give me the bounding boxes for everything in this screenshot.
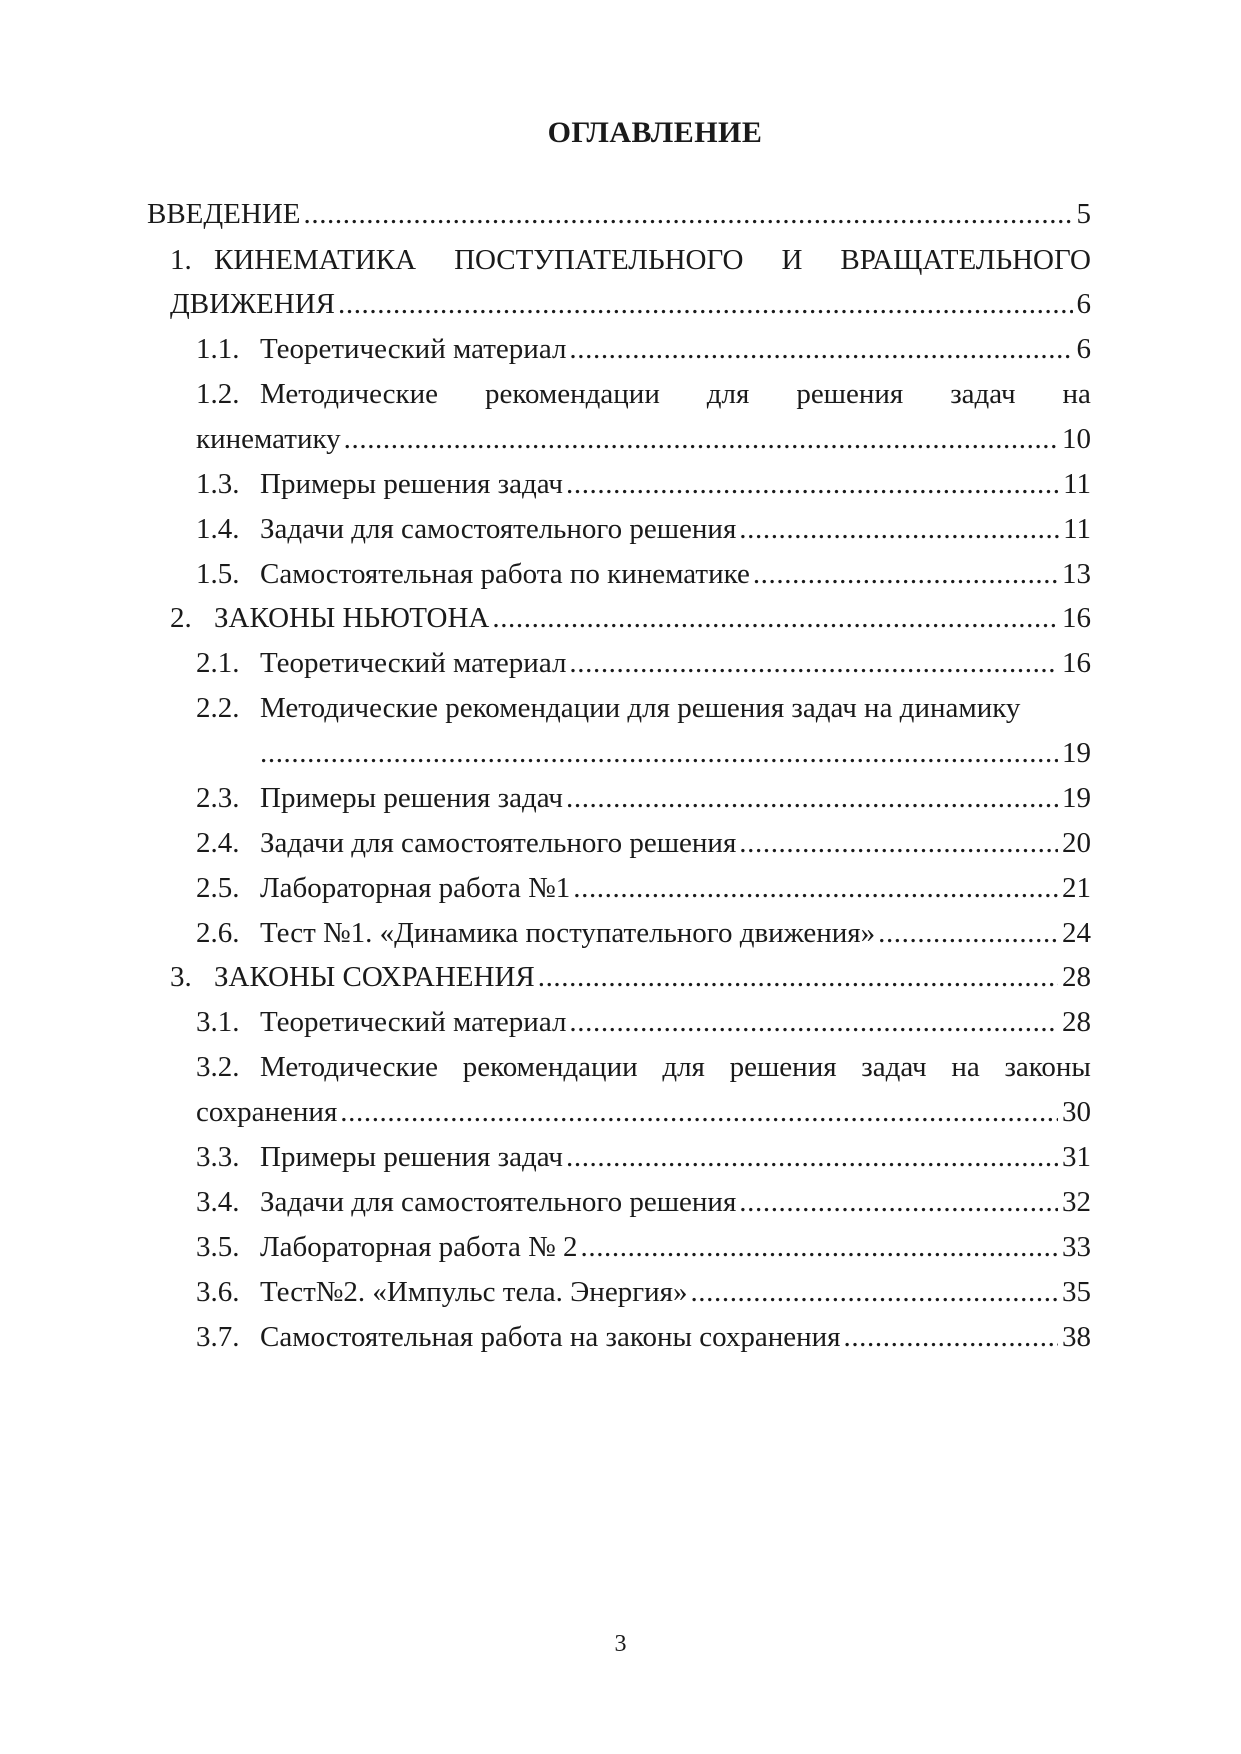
toc-entry-number: 3.2. xyxy=(196,1051,240,1083)
toc-entry-3-1[interactable] xyxy=(196,1002,1091,1042)
toc-page-number: 19 xyxy=(1062,782,1091,814)
dot-leader xyxy=(739,823,1058,863)
toc-entry-number: 2. xyxy=(170,602,192,634)
toc-page-number: 5 xyxy=(1076,198,1091,230)
toc-entry-text: ЗАКОНЫ НЬЮТОНА xyxy=(214,602,490,634)
toc-word: КИНЕМАТИКА xyxy=(214,244,417,276)
toc-word: для xyxy=(706,378,750,410)
dot-leader xyxy=(566,1137,1058,1177)
dot-leader xyxy=(260,733,1058,773)
toc-page-number: 32 xyxy=(1062,1186,1091,1218)
toc-word: решения xyxy=(729,1051,837,1083)
toc-entry-text: Примеры решения задач xyxy=(260,1141,563,1173)
toc-word: задач xyxy=(861,1051,927,1083)
toc-entry-1-2-continued[interactable] xyxy=(196,419,1091,459)
toc-page-number: 33 xyxy=(1062,1231,1091,1263)
toc-entry-3-3[interactable] xyxy=(196,1137,1091,1177)
toc-entry-text: кинематику xyxy=(196,423,341,455)
toc-entry-number: 1.4. xyxy=(196,513,240,545)
toc-entry-text: Методические рекомендации для решения задач на динамику xyxy=(260,692,1021,724)
dot-leader xyxy=(690,1272,1058,1312)
toc-entry-2-2-continued[interactable] xyxy=(260,733,1091,773)
toc-word: ВРАЩАТЕЛЬНОГО xyxy=(840,244,1091,276)
toc-word: Методические xyxy=(260,378,439,410)
toc-entry-text: Примеры решения задач xyxy=(260,468,563,500)
toc-word: на xyxy=(1062,378,1091,410)
page-title: ОГЛАВЛЕНИЕ xyxy=(547,116,763,149)
toc-entry-intro[interactable] xyxy=(147,194,1091,234)
toc-entry-text: Примеры решения задач xyxy=(260,782,563,814)
toc-entry-number: 2.4. xyxy=(196,827,240,859)
dot-leader xyxy=(566,778,1058,818)
toc-entry-number: 2.1. xyxy=(196,647,240,679)
toc-entry-text: Тест №1. «Динамика поступательного движения» xyxy=(260,917,876,949)
dot-leader xyxy=(739,1182,1058,1222)
toc-word: Методические xyxy=(260,1051,439,1083)
toc-entry-1-3[interactable] xyxy=(196,464,1091,504)
toc-entry-number: 3.6. xyxy=(196,1276,240,1308)
toc-entry-text: Тест№2. «Импульс тела. Энергия» xyxy=(260,1276,688,1308)
toc-entry-3-6[interactable] xyxy=(196,1272,1091,1312)
dot-leader xyxy=(304,194,1073,234)
dot-leader xyxy=(753,554,1058,594)
toc-entry-text-justified xyxy=(260,1047,1091,1087)
toc-page-number: 38 xyxy=(1062,1321,1091,1353)
toc-entry-text: Лабораторная работа № 2 xyxy=(260,1231,578,1263)
toc-entry-1-1[interactable] xyxy=(196,329,1091,369)
toc-entry-2-4[interactable] xyxy=(196,823,1091,863)
toc-entry-text-justified xyxy=(214,240,1091,280)
toc-page-number: 28 xyxy=(1062,961,1091,993)
dot-leader xyxy=(739,509,1059,549)
toc-word: законы xyxy=(1004,1051,1091,1083)
toc-entry-number: 2.5. xyxy=(196,872,240,904)
toc-entry-2-2[interactable] xyxy=(196,688,1091,728)
toc-entry-3-2-continued[interactable] xyxy=(196,1092,1091,1132)
toc-entry-chapter-2[interactable] xyxy=(170,598,1091,638)
toc-entry-number: 1. xyxy=(170,244,192,276)
toc-entry-number: 3.4. xyxy=(196,1186,240,1218)
toc-entry-text: Теоретический материал xyxy=(260,1006,567,1038)
dot-leader xyxy=(344,419,1058,459)
toc-word: задач xyxy=(950,378,1016,410)
toc-page-number: 28 xyxy=(1062,1006,1091,1038)
toc-word: рекомендации xyxy=(484,378,660,410)
toc-entry-chapter-3[interactable] xyxy=(170,957,1091,997)
toc-entry-number: 3.1. xyxy=(196,1006,240,1038)
toc-page-number: 30 xyxy=(1062,1096,1091,1128)
toc-entry-text: Лабораторная работа №1 xyxy=(260,872,571,904)
toc-page-number: 13 xyxy=(1062,558,1091,590)
toc-word: для xyxy=(662,1051,705,1083)
toc-entry-text: Самостоятельная работа на законы сохранения xyxy=(260,1321,841,1353)
toc-entry-number: 2.3. xyxy=(196,782,240,814)
toc-entry-text: Теоретический материал xyxy=(260,333,567,365)
toc-entry-number: 3.3. xyxy=(196,1141,240,1173)
toc-entry-2-5[interactable] xyxy=(196,868,1091,908)
dot-leader xyxy=(569,643,1058,683)
toc-entry-number: 1.3. xyxy=(196,468,240,500)
toc-entry-text: ЗАКОНЫ СОХРАНЕНИЯ xyxy=(214,961,535,993)
toc-entry-number: 1.2. xyxy=(196,378,240,410)
toc-entry-text-justified xyxy=(260,374,1091,414)
toc-entry-chapter-1-continued[interactable] xyxy=(170,284,1091,324)
toc-entry-1-5[interactable] xyxy=(196,554,1091,594)
dot-leader xyxy=(340,1092,1058,1132)
toc-entry-chapter-1[interactable] xyxy=(170,240,1091,280)
toc-page-number: 19 xyxy=(1062,737,1091,769)
toc-entry-number: 3.7. xyxy=(196,1321,240,1353)
toc-word: рекомендации xyxy=(462,1051,638,1083)
toc-entry-1-2[interactable] xyxy=(196,374,1091,414)
toc-word: решения xyxy=(796,378,904,410)
dot-leader xyxy=(878,913,1058,953)
toc-page-number: 16 xyxy=(1062,647,1091,679)
page-number-footer: 3 xyxy=(614,1631,627,1657)
toc-page-number: 6 xyxy=(1076,288,1091,320)
dot-leader xyxy=(566,464,1059,504)
toc-entry-3-4[interactable] xyxy=(196,1182,1091,1222)
toc-page-number: 21 xyxy=(1062,872,1091,904)
toc-page-number: 11 xyxy=(1063,513,1091,545)
toc-entry-text: Самостоятельная работа по кинематике xyxy=(260,558,750,590)
toc-page-number: 24 xyxy=(1062,917,1091,949)
dot-leader xyxy=(843,1317,1058,1357)
toc-word: на xyxy=(951,1051,980,1083)
toc-entry-text: сохранения xyxy=(196,1096,338,1128)
toc-page-number: 35 xyxy=(1062,1276,1091,1308)
toc-entry-text: Задачи для самостоятельного решения xyxy=(260,827,737,859)
toc-entry-2-1[interactable] xyxy=(196,643,1091,683)
toc-entry-number: 1.5. xyxy=(196,558,240,590)
toc-entry-text: Задачи для самостоятельного решения xyxy=(260,1186,737,1218)
dot-leader xyxy=(338,284,1073,324)
toc-entry-2-3[interactable] xyxy=(196,778,1091,818)
toc-page-number: 11 xyxy=(1063,468,1091,500)
dot-leader xyxy=(492,598,1058,638)
toc-entry-3-7[interactable] xyxy=(196,1317,1091,1357)
toc-entry-text: ВВЕДЕНИЕ xyxy=(147,198,301,230)
toc-page-number: 31 xyxy=(1062,1141,1091,1173)
dot-leader xyxy=(569,1002,1058,1042)
toc-entry-text: Задачи для самостоятельного решения xyxy=(260,513,737,545)
dot-leader xyxy=(581,1227,1059,1267)
toc-word: ПОСТУПАТЕЛЬНОГО xyxy=(454,244,744,276)
toc-entry-number: 2.2. xyxy=(196,692,240,724)
toc-page-number: 6 xyxy=(1076,333,1091,365)
toc-entry-number: 3.5. xyxy=(196,1231,240,1263)
toc-entry-2-6[interactable] xyxy=(196,913,1091,953)
toc-entry-number: 2.6. xyxy=(196,917,240,949)
toc-page-number: 16 xyxy=(1062,602,1091,634)
toc-entry-3-2[interactable] xyxy=(196,1047,1091,1087)
toc-entry-text: ДВИЖЕНИЯ xyxy=(170,288,335,320)
toc-page-number: 10 xyxy=(1062,423,1091,455)
dot-leader xyxy=(569,329,1072,369)
toc-word: И xyxy=(781,244,803,276)
toc-entry-1-4[interactable] xyxy=(196,509,1091,549)
toc-entry-number: 1.1. xyxy=(196,333,240,365)
toc-entry-text: Теоретический материал xyxy=(260,647,567,679)
dot-leader xyxy=(573,868,1058,908)
toc-entry-3-5[interactable] xyxy=(196,1227,1091,1267)
toc-page-number: 20 xyxy=(1062,827,1091,859)
toc-entry-number: 3. xyxy=(170,961,192,993)
dot-leader xyxy=(538,957,1058,997)
